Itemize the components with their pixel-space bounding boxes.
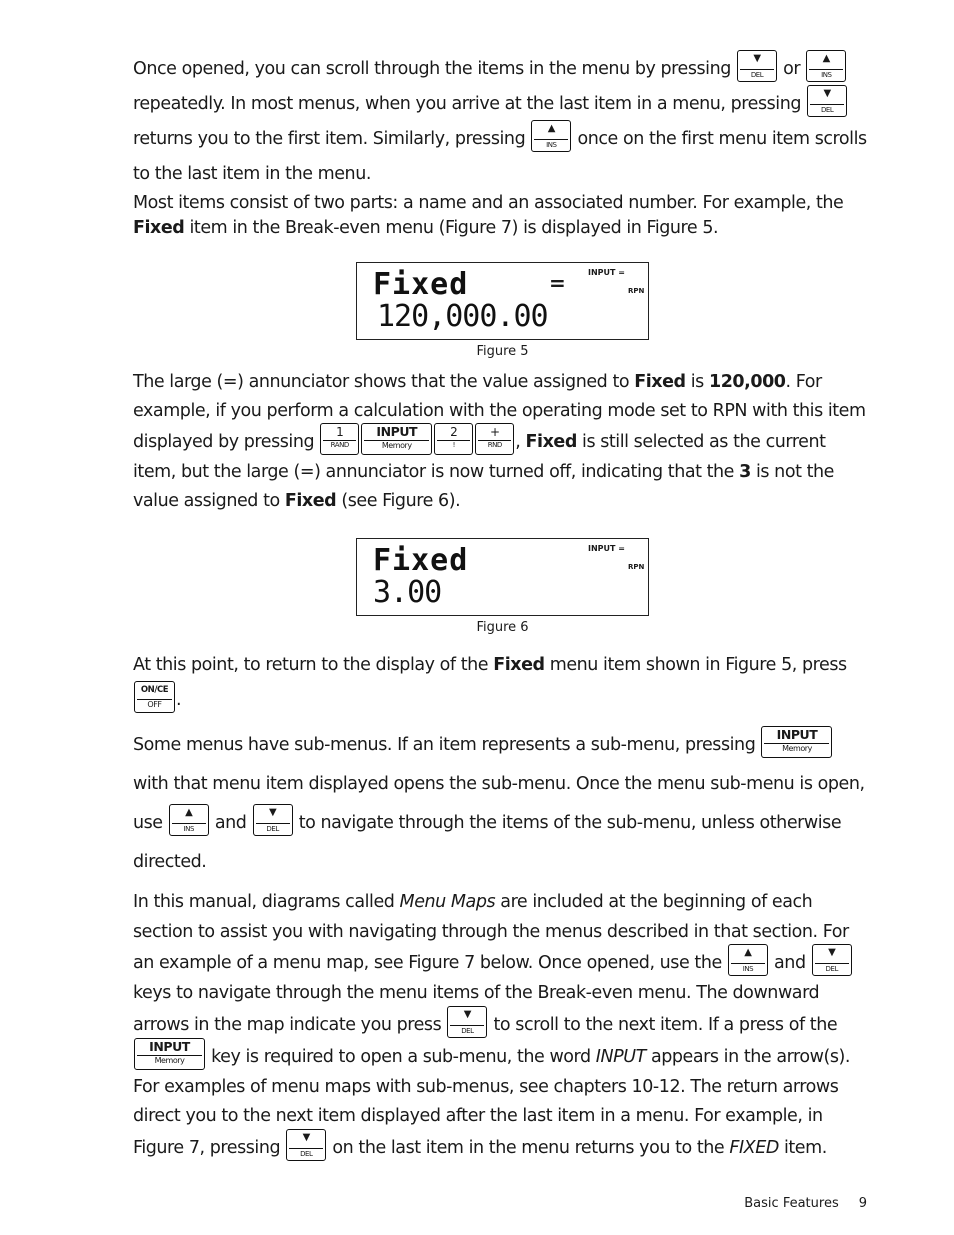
del-key-icon: ▼ DEL <box>737 50 777 82</box>
lcd-item-value: 3.00 <box>373 575 442 610</box>
paragraph-annunciator: The large (=) annunciator shows that the value assigned to Fixed is 120,000. For example, if you perform a calculation with the operating mode set to RPN with this item displayed by pressing 1 RAND INPUT Memory 2 ! + RND , Fixed is still selected as the current item, but the large (=) annunciator is now turned off, indicating that the 3 is not the value assigned to Fixed (see Figure 6). <box>133 372 866 511</box>
ins-key-icon: ▲ INS <box>169 804 209 836</box>
two-key-icon: 2 ! <box>434 423 473 455</box>
ins-key-icon: ▲ INS <box>728 944 768 976</box>
del-key-icon: ▼ DEL <box>447 1006 487 1038</box>
figure-6-lcd-display <box>356 538 649 616</box>
input-key-icon: INPUT Memory <box>361 423 432 455</box>
paragraph-sub-menus: Some menus have sub-menus. If an item represents a sub-menu, pressing INPUT Memory with that menu item displayed opens the sub-menu. Once the menu sub-menu is open, use ▲ INS and ▼ DEL to navigate through the items of the sub-menu, unless otherwise directed. <box>133 727 865 872</box>
equals-annunciator: = <box>549 271 566 295</box>
del-key-icon: ▼ DEL <box>812 944 852 976</box>
lcd-item-name: Fixed <box>373 543 469 578</box>
page-footer <box>724 1196 867 1211</box>
rpn-annunciator: RPN <box>628 563 645 571</box>
page-number: 9 <box>858 1196 867 1211</box>
del-key-icon: ▼ DEL <box>286 1129 326 1161</box>
input-annunciator: INPUT = <box>588 544 625 553</box>
ins-key-icon: ▲ INS <box>531 120 571 152</box>
footer-section: Basic Features <box>744 1196 839 1211</box>
input-key-icon: INPUT Memory <box>761 726 832 758</box>
input-annunciator: INPUT = <box>588 268 625 277</box>
one-key-icon: 1 RAND <box>320 423 359 455</box>
lcd-item-value: 120,000.00 <box>377 299 548 334</box>
figure-6-caption: Figure 6 <box>476 620 529 635</box>
paragraph-scroll-items: Once opened, you can scroll through the items in the menu by pressing ▼ DEL or ▲ INS repeatedly. In most menus, when you arrive at the last item in a menu, pressing ▼ DEL returns you to the first item. Similarly, pressing ▲ INS once on the first menu item scrolls to the last item in the menu. <box>133 52 869 192</box>
lcd-item-name: Fixed <box>373 267 469 302</box>
figure-5-caption: Figure 5 <box>476 344 529 359</box>
input-key-icon: INPUT Memory <box>134 1038 205 1070</box>
plus-key-icon: + RND <box>475 423 514 455</box>
paragraph-item-parts: Most items consist of two parts: a name and an associated number. For example, the Fixed item in the Break-even menu (Figure 7) is displayed in Figure 5. <box>133 193 844 238</box>
paragraph-return-fixed: At this point, to return to the display of the Fixed menu item shown in Figure 5, press ON/CE OFF . <box>133 648 869 718</box>
figure-5-lcd-display <box>356 262 649 340</box>
del-key-icon: ▼ DEL <box>253 804 293 836</box>
rpn-annunciator: RPN <box>628 287 645 295</box>
on-off-key-icon: ON/CE OFF <box>134 681 175 713</box>
del-key-icon: ▼ DEL <box>807 85 847 117</box>
paragraph-menu-maps: In this manual, diagrams called Menu Maps are included at the beginning of each section to assist you with navigating through the menus described in that section. For an example of a menu map, see Figure 7 below. Once opened, use the ▲ INS and ▼ DEL keys to navigate through the menu items of the Break-even menu. The downward arrows in the map indicate you press ▼ DEL to scroll to the next item. If a press of the INPUT Memory key is required to open a sub-menu, the word INPUT appears in the arrow(s). For examples of menu maps with sub-menus, see chapters 10-12. The return arrows direct you to the next item displayed after the last item in a menu. For example, in Figure 7, pressing ▼ DEL on the last item in the menu returns you to the FIXED item. <box>133 888 869 1164</box>
ins-key-icon: ▲ INS <box>806 50 846 82</box>
